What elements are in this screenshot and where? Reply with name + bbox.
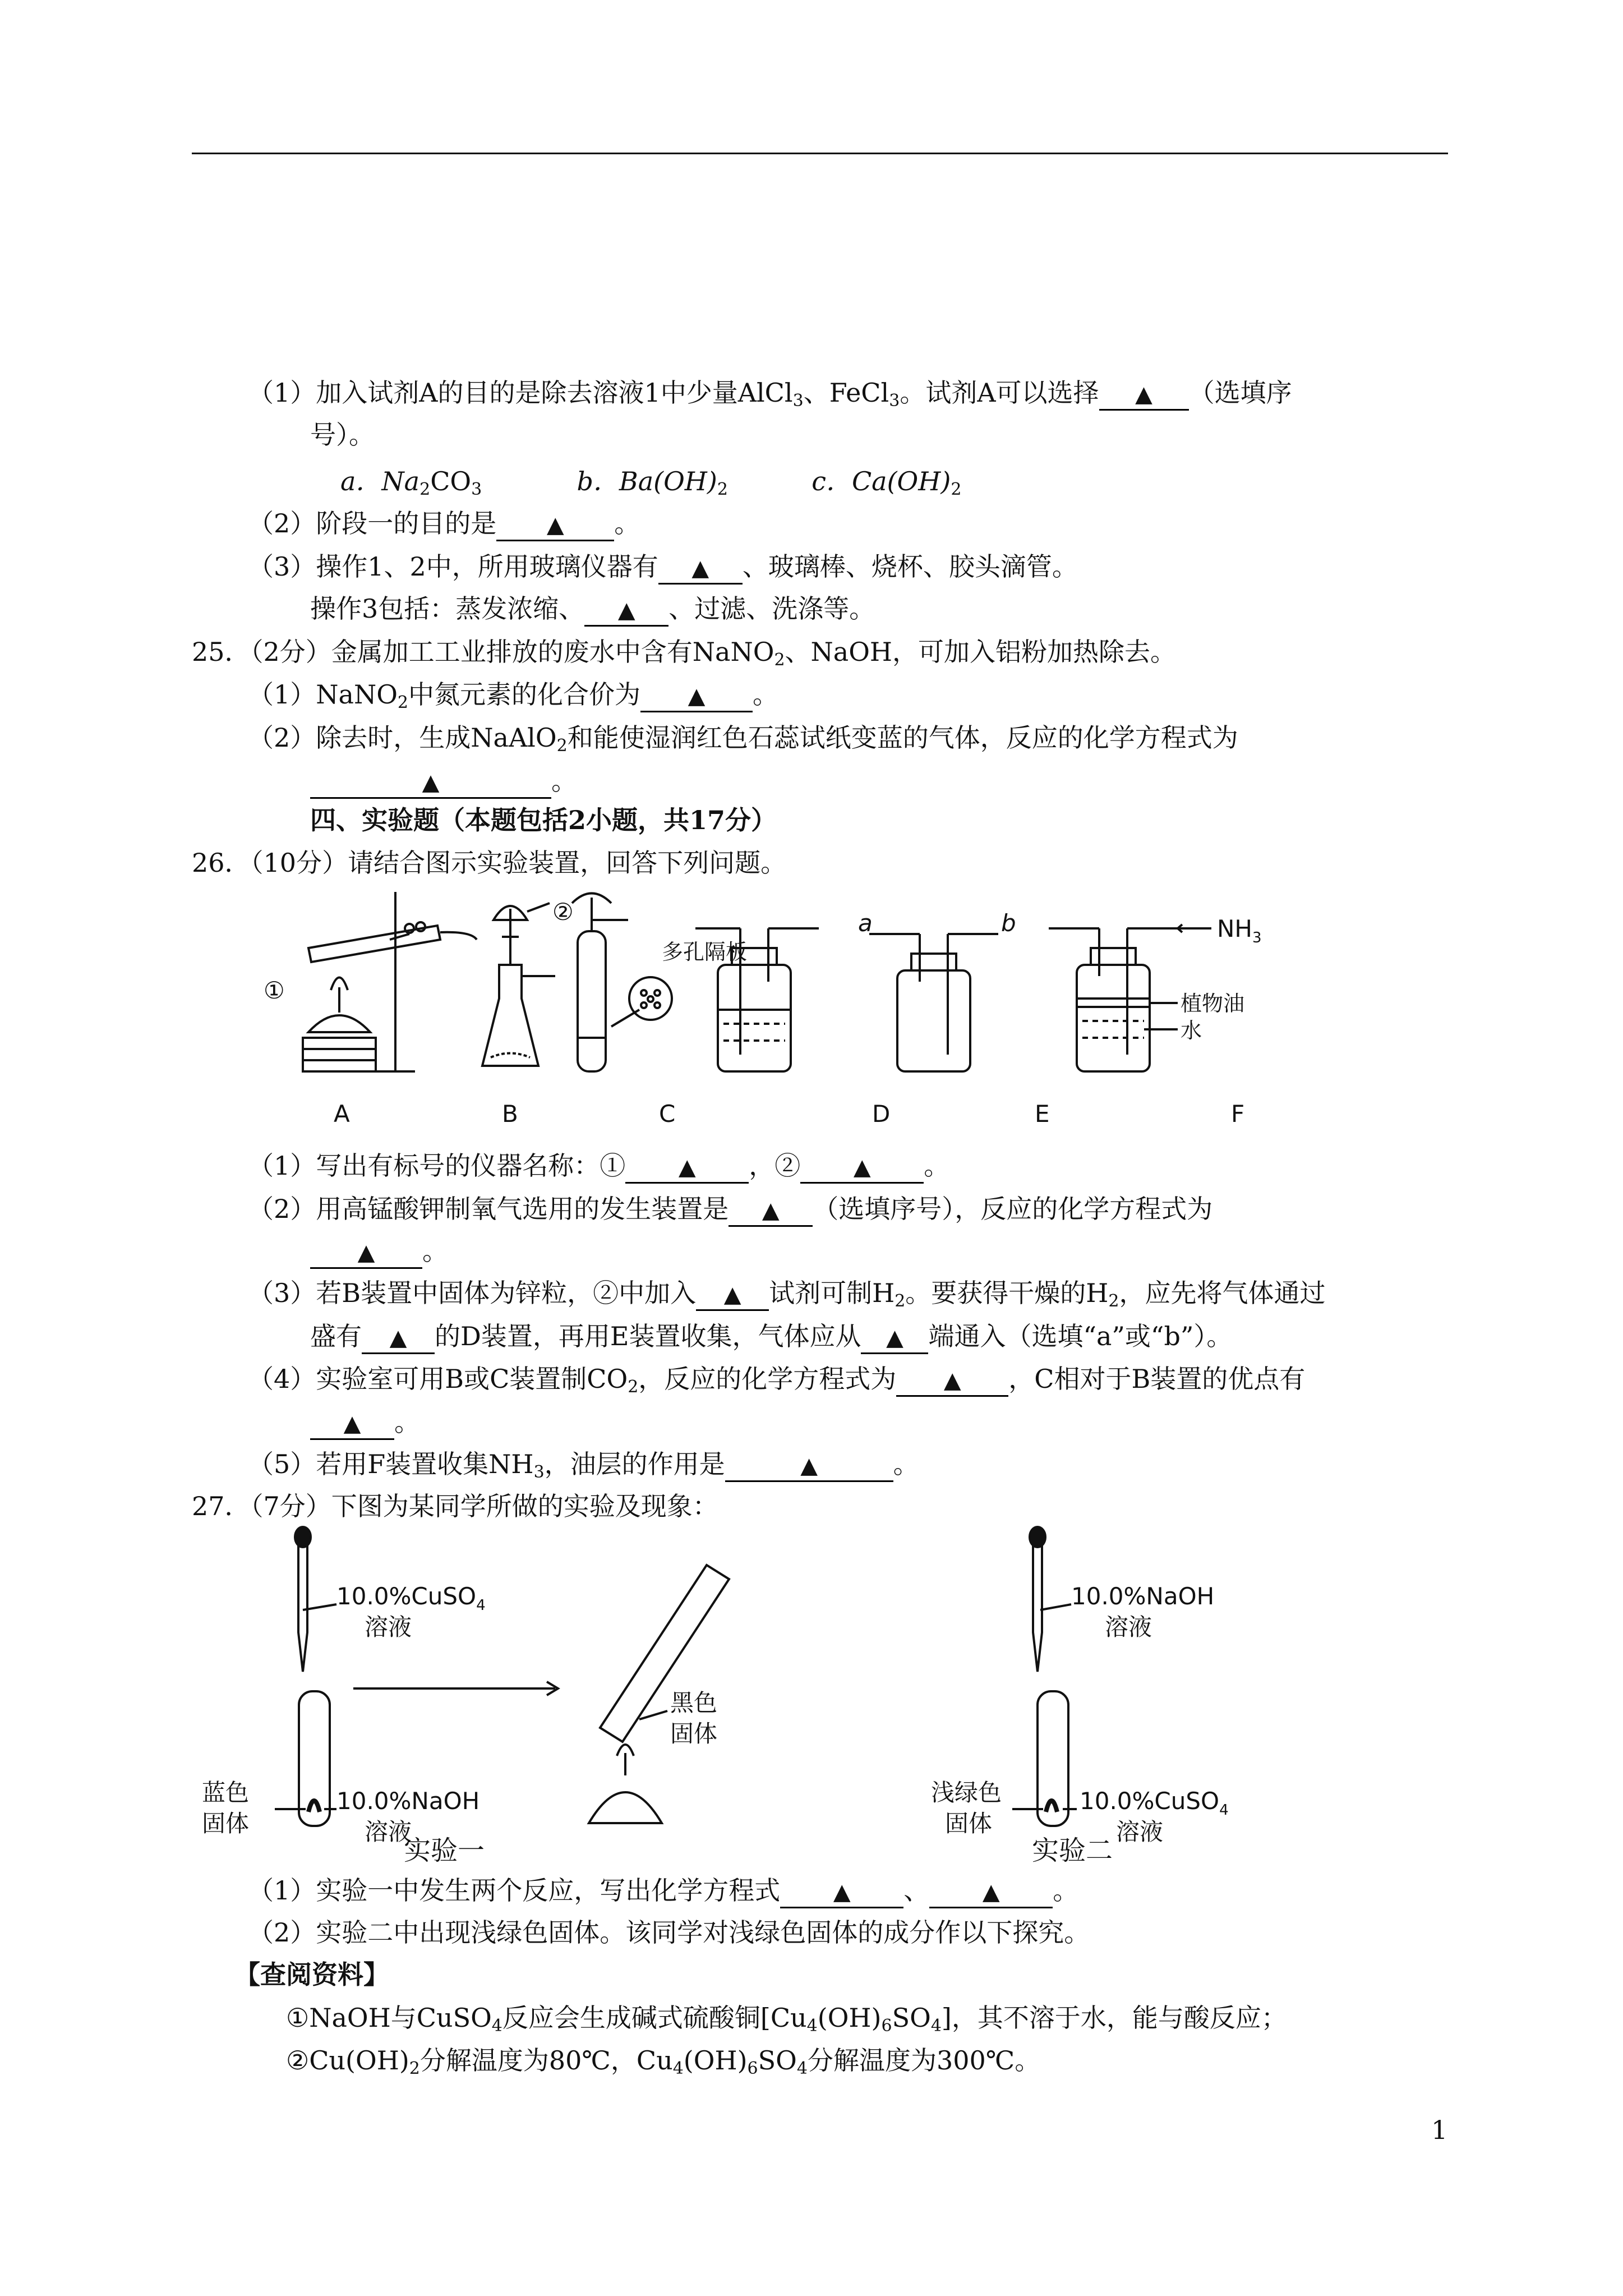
q25-part2: （2）除去时，生成NaAlO$_2$和能使湿润红色石蕊试纸变蓝的气体，反应的化学方程式为 [248,723,1238,756]
section-heading: 四、实验题（本题包括2小题，共17分） [310,805,777,835]
page-number: 1 [1431,2115,1448,2145]
answer-blank[interactable] [640,680,753,712]
mark-1: ① [264,977,285,1004]
e1-top-solution: 溶液 [365,1613,412,1641]
q26-part3: （3）若B装置中固体为锌粒，②中加入▲ 试剂可制$H_2$。要获得干燥的$H_2$，应先将气体通过 [248,1276,1326,1311]
black-solid-label-2: 固体 [670,1720,718,1747]
experiment-figure [196,1526,1318,1862]
apparatus-c [572,894,672,1072]
answer-blank[interactable] [310,1407,394,1440]
blue-solid-label-1: 蓝色 [202,1779,250,1806]
label-e: E [1035,1100,1050,1128]
q27-part1: （1）实验一中发生两个反应，写出化学方程式▲ 、▲ 。 [248,1874,1078,1908]
q24-options [340,464,961,498]
answer-blank[interactable] [800,1151,924,1184]
water-label: 水 [1181,1018,1202,1043]
port-a-label: a [858,909,873,937]
option-b: b．$Ba(OH)_2$ [577,466,728,499]
answer-blank[interactable] [310,1236,422,1269]
e1-bottom-solution: 溶液 [365,1818,412,1846]
experiment2-label: 实验二 [1032,1835,1113,1862]
apparatus-a [303,892,477,1071]
answer-blank[interactable] [929,1876,1053,1908]
q27-intro: 27．（7分）下图为某同学所做的实验及现象： [192,1491,718,1521]
q24-part3-cont: 操作3包括：蒸发浓缩、▲ 、过滤、洗涤等。 [310,592,875,627]
light-green-solid-label-2: 固体 [945,1810,993,1837]
answer-blank[interactable] [696,1278,769,1311]
q26-part3-cont: 盛有▲ 的D装置，再用E装置收集，气体应从▲ 端通入（选填“a”或“b”）。 [310,1319,1232,1354]
reference-1: ①NaOH与CuSO$_4$反应会生成碱式硫酸铜$[Cu_4(OH)_6SO_4]$，其不溶于水，能与酸反应； [286,2003,1287,2036]
answer-blank[interactable] [728,1194,813,1227]
q26-part4-cont: ▲。 [310,1405,420,1440]
q27-part2: （2）实验二中出现浅绿色固体。该同学对浅绿色固体的成分作以下探究。 [248,1917,1090,1948]
e2-bottom-solution: 溶液 [1116,1818,1164,1846]
answer-blank[interactable] [725,1450,893,1482]
q26-part4: （4）实验室可用B或C装置制$CO_2$，反应的化学方程式为▲ ，C相对于B装置的优点有 [248,1362,1305,1397]
nh3-label: $NH_3$ [1217,915,1262,946]
port-b-label: b [1001,909,1016,937]
e2-top-solution: 溶液 [1105,1613,1152,1641]
answer-blank[interactable] [1099,378,1189,411]
black-solid-label-1: 黑色 [670,1689,718,1717]
q24-part3: （3）操作1、2中，所用玻璃仪器有▲ 、玻璃棒、烧杯、胶头滴管。 [248,550,1078,585]
mark-2: ② [552,898,574,926]
option-a: a．$Na_2CO_3$ [340,466,482,499]
q26-intro: 26．（10分）请结合图示实验装置，回答下列问题。 [192,848,787,878]
answer-blank[interactable] [658,552,743,585]
q25-intro: 25．（2分）金属加工工业排放的废水中含有NaNO$_2$、NaOH，可加入铝粉加热除去。 [192,637,1177,670]
apparatus-b [482,903,555,1066]
answer-blank[interactable] [310,766,551,799]
experiment2-tube [1012,1527,1077,1826]
reference-heading: 【查阅资料】 [234,1959,389,1990]
e2-top-reagent: 10.0%NaOH [1071,1582,1215,1610]
q24-part1: （1）加入试剂A的目的是除去溶液1中少量AlCl$_3$、FeCl$_3$。试剂A可以选择▲ （选填序 [248,376,1292,411]
answer-blank[interactable] [896,1364,1008,1397]
answer-blank[interactable] [362,1322,435,1354]
experiment1-label: 实验一 [404,1835,485,1862]
apparatus-e [869,934,998,1071]
e1-top-reagent: 10.0%CuSO$_4$ [336,1582,486,1614]
q24-part2: （2）阶段一的目的是▲ 。 [248,507,640,541]
experiment1-tube [275,1527,336,1826]
q25-part1: （1）NaNO$_2$中氮元素的化合价为▲ 。 [248,678,778,712]
reference-2: $②Cu(OH)_2$分解温度为80℃，$Cu_4(OH)_6SO_4$分解温度为300℃。 [286,2045,1041,2078]
label-a: A [334,1100,350,1128]
e2-bottom-reagent: 10.0%CuSO$_4$ [1080,1787,1229,1819]
q24-part1-cont: 号）。 [310,420,375,450]
label-c: C [659,1100,676,1128]
header-rule [192,153,1448,154]
answer-blank[interactable] [780,1876,903,1908]
q25-part2-cont: ▲。 [310,764,577,799]
q26-part2: （2）用高锰酸钾制氧气选用的发生装置是▲ （选填序号），反应的化学方程式为 [248,1192,1212,1227]
answer-blank[interactable] [861,1322,928,1354]
apparatus-figure [247,886,1441,1133]
answer-blank[interactable] [496,509,614,541]
label-f: F [1231,1100,1245,1128]
q26-part1: （1）写出有标号的仪器名称：①▲ ，②▲ 。 [248,1149,949,1184]
label-d: D [872,1100,891,1128]
q26-part2-cont: ▲。 [310,1234,448,1269]
label-b: B [502,1100,518,1128]
light-green-solid-label-1: 浅绿色 [931,1779,1002,1806]
answer-blank[interactable] [625,1151,749,1184]
answer-blank[interactable] [584,594,668,627]
q26-part5: （5）若用F装置收集$NH_3$，油层的作用是▲ 。 [248,1447,919,1482]
e1-bottom-reagent: 10.0%NaOH [336,1787,480,1815]
blue-solid-label-2: 固体 [202,1810,250,1837]
porous-plate-label: 多孔隔板 [662,940,748,964]
oil-label: 植物油 [1181,991,1245,1016]
option-c: c．$Ca(OH)_2$ [811,466,962,499]
